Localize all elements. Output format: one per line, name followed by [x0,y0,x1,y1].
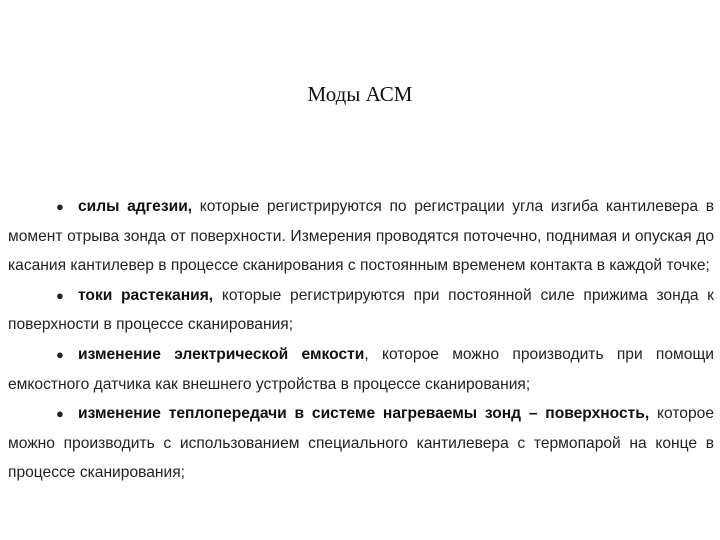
item-text: которые регистрируются при постоянной силе прижима зонда к поверхности в процессе сканирования; [8,286,714,334]
list-item-spreading-currents [8,281,714,340]
item-text: которые регистрируются по регистрации угла изгиба кантилевера в момент отрыва зонда от поверхности. Измерения проводятся поточечно, поднимая и опуская до касания кантилевер в процессе сканирования с постоянным временем контакта в каждой точке; [8,198,714,275]
bullet-icon: ● [56,199,64,214]
list-item-capacitance [8,340,714,399]
item-term: токи растекания, [78,286,214,304]
item-term: силы адгезии, [78,198,193,215]
bullet-list [8,192,714,488]
bullet-icon: ● [56,406,64,422]
item-term: изменение электрической емкости [78,345,365,363]
bullet-icon: ● [56,287,64,303]
item-term: изменение теплопередачи в системе нагреваемы зонд – поверхность, [78,405,650,423]
item-text: , которое можно производить при помощи емкостного датчика как внешнего устройства в процессе сканирования; [8,345,714,393]
list-item-adhesion [8,192,714,281]
bullet-icon: ● [56,346,64,362]
list-item-heat-transfer [8,399,714,488]
slide-title: Моды АСМ [307,82,413,106]
item-text: которое можно производить с использованием специального кантилевера с термопарой на конце в процессе сканирования; [8,405,714,482]
